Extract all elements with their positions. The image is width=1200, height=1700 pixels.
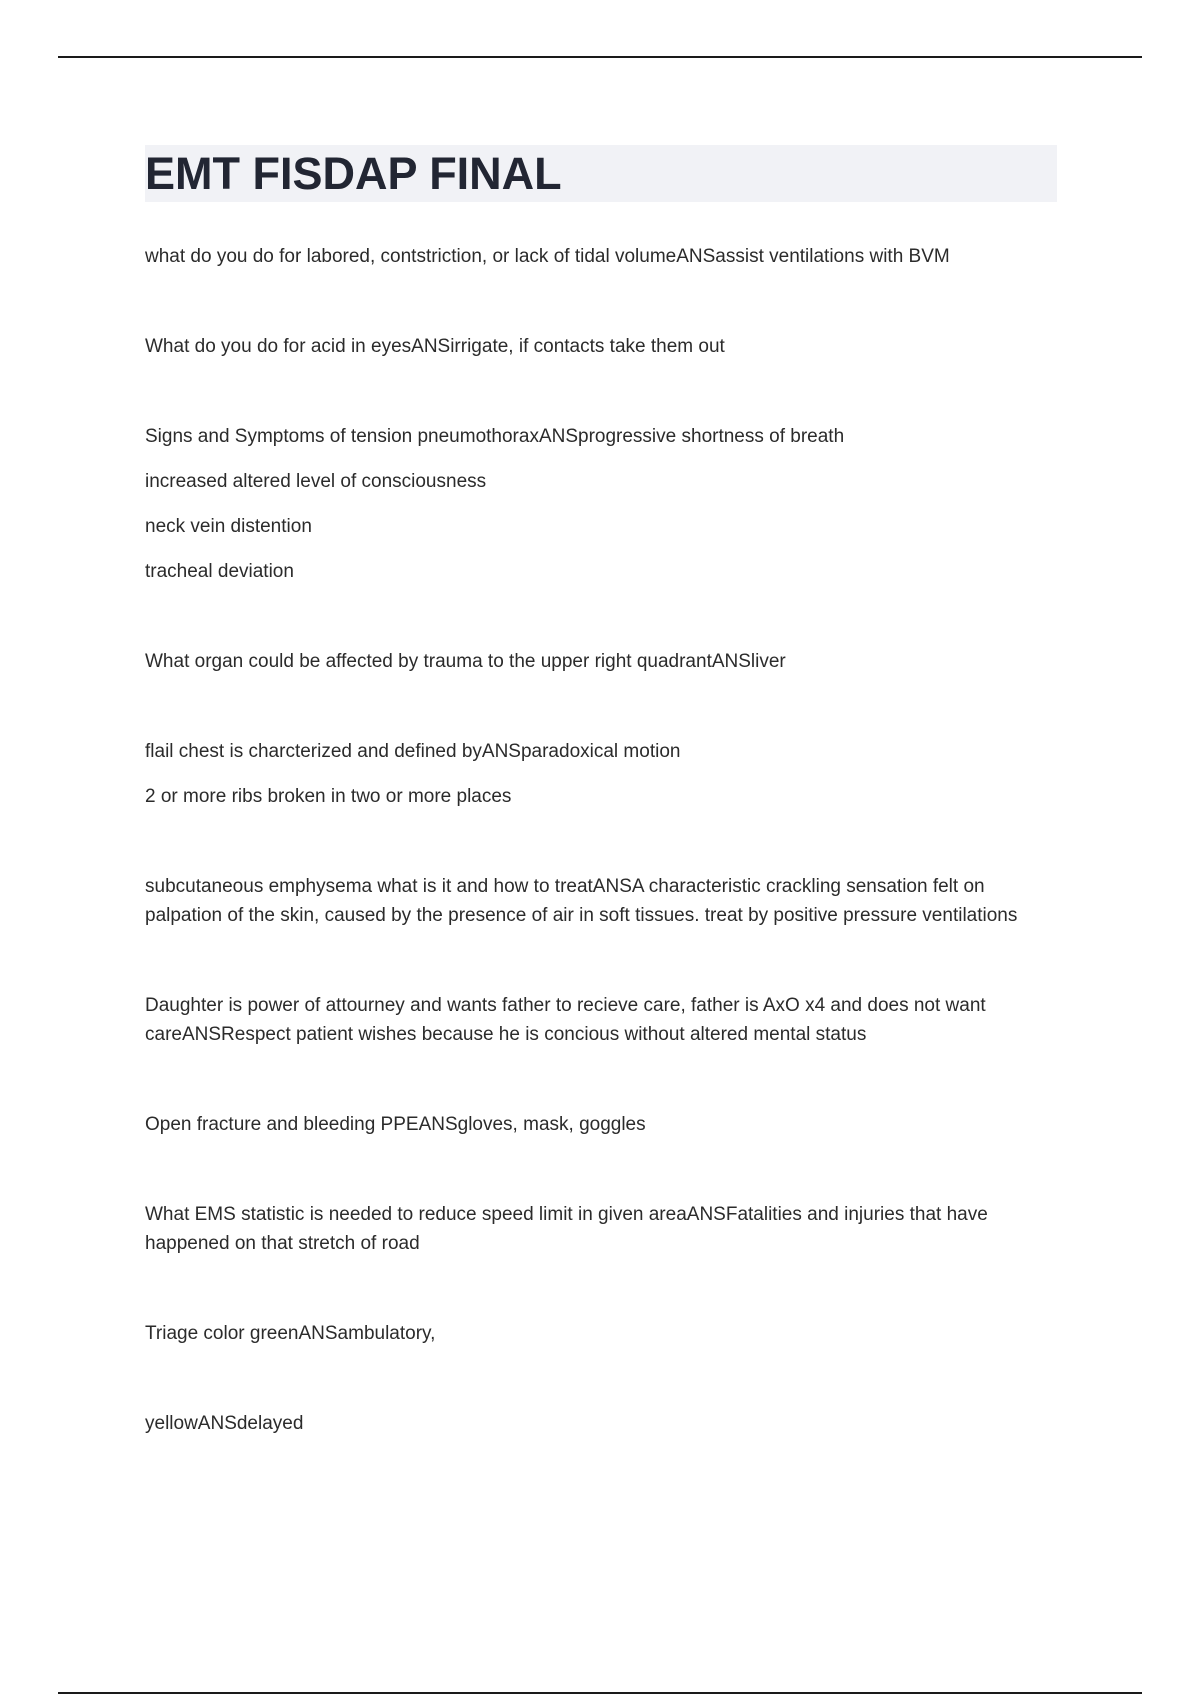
title-band: [145, 145, 1057, 202]
qa-entry: [145, 242, 1057, 271]
qa-entry: [145, 1409, 1057, 1438]
qa-line: What do you do for acid in eyesANSirrigate, if contacts take them out: [145, 336, 725, 357]
qa-line: neck vein distention: [145, 516, 312, 537]
qa-line: 2 or more ribs broken in two or more places: [145, 786, 512, 807]
header-rule: [58, 56, 1142, 58]
qa-entry: [145, 647, 1057, 676]
qa-line: What EMS statistic is needed to reduce speed limit in given areaANSFatalities and injuries that have happened on that stretch of road: [145, 1204, 988, 1254]
qa-entry: [145, 1110, 1057, 1139]
document-body: [145, 145, 1057, 1499]
qa-entry: [145, 872, 1057, 930]
qa-line: increased altered level of consciousness: [145, 471, 487, 492]
qa-line: subcutaneous emphysema what is it and how to treatANSA characteristic crackling sensation felt on palpation of the skin, caused by the presence of air in soft tissues. treat by positive pressure ventilations: [145, 876, 1018, 926]
qa-line: Triage color greenANSambulatory,: [145, 1323, 436, 1344]
qa-entry: [145, 991, 1057, 1049]
qa-line: Signs and Symptoms of tension pneumothoraxANSprogressive shortness of breath: [145, 426, 845, 447]
qa-line: tracheal deviation: [145, 561, 294, 582]
qa-line: What organ could be affected by trauma to the upper right quadrantANSliver: [145, 651, 786, 672]
qa-entry: [145, 332, 1057, 361]
qa-entry: [145, 422, 1057, 586]
qa-line: what do you do for labored, contstriction, or lack of tidal volumeANSassist ventilations with BVM: [145, 246, 950, 267]
qa-entry: [145, 1319, 1057, 1348]
qa-line: yellowANSdelayed: [145, 1413, 304, 1434]
qa-entry: [145, 1200, 1057, 1258]
footer-rule: [58, 1692, 1142, 1694]
page-title: EMT FISDAP FINAL: [145, 148, 562, 199]
qa-entry: [145, 737, 1057, 811]
qa-line: flail chest is charcterized and defined byANSparadoxical motion: [145, 741, 681, 762]
qa-line: Daughter is power of attourney and wants father to recieve care, father is AxO x4 and does not want careANSRespect patient wishes because he is concious without altered mental status: [145, 995, 986, 1045]
qa-line: Open fracture and bleeding PPEANSgloves, mask, goggles: [145, 1114, 646, 1135]
